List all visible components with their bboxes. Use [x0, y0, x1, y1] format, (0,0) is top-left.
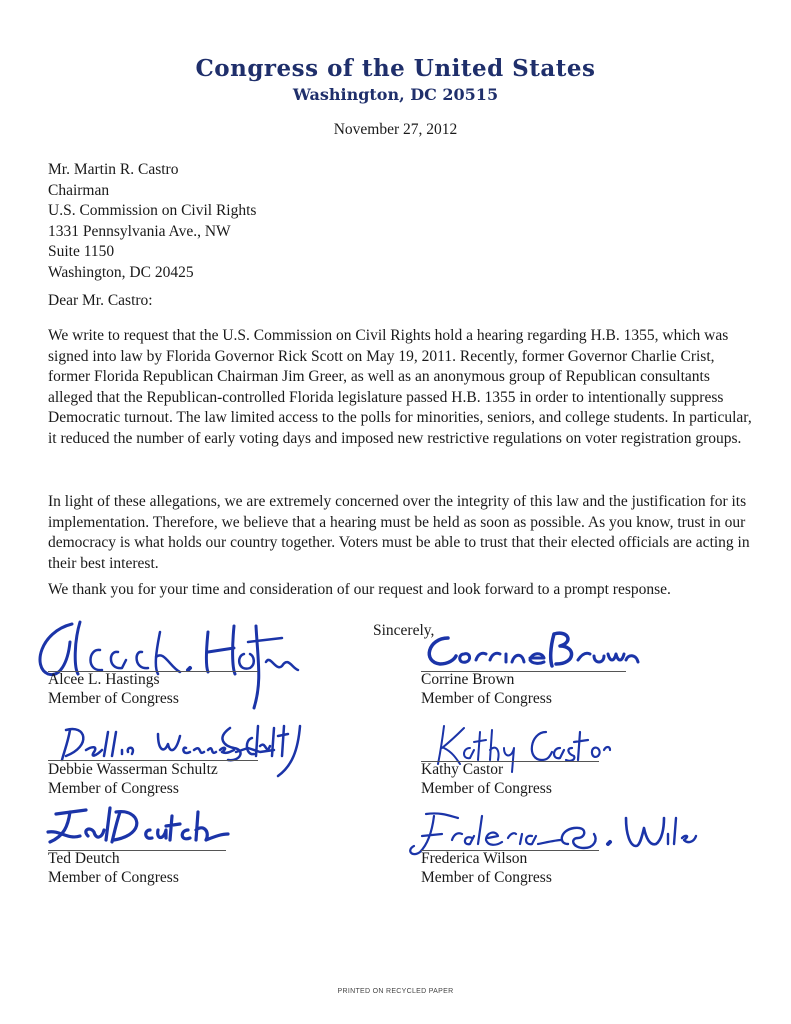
- recipient-suite: Suite 1150: [48, 243, 115, 260]
- body-paragraph: We write to request that the U.S. Commission on Civil Rights hold a hearing regarding H.B. 1355, which was signed into law by Florida Governor Rick Scott on May 19, 2011. Recently, former Governor Charlie Crist, former Florida Republican Chairman Jim Greer, as well as an anonymous group of Republican consultants alleged that the Republican-controlled Florida legislature passed H.B. 1355 in order to intentionally suppress Democratic turnout. The law limited access to the polls for minorities, seniors, and college students. In particular, it reduced the number of early voting days and imposed new restrictive regulations on voter registration groups.: [48, 327, 752, 447]
- signatory-name: Kathy Castor: [421, 761, 504, 778]
- salutation: Dear Mr. Castro:: [48, 292, 153, 309]
- recipient-street: 1331 Pennsylvania Ave., NW: [48, 222, 231, 240]
- signatory-role: Member of Congress: [421, 780, 552, 797]
- recipient-city: Washington, DC 20425: [48, 263, 194, 281]
- signatory-role: Member of Congress: [48, 869, 179, 886]
- signatory-name: Alcee L. Hastings: [48, 671, 160, 688]
- recipient-organization: U.S. Commission on Civil Rights: [48, 202, 257, 219]
- signatory-name: Frederica Wilson: [421, 850, 528, 867]
- recipient-address: [48, 160, 256, 283]
- recipient-title: Chairman: [48, 181, 110, 199]
- signatory-role: Member of Congress: [421, 690, 552, 707]
- recycled-paper-footer: PRINTED ON RECYCLED PAPER: [337, 988, 454, 995]
- signatory-name: Debbie Wasserman Schultz: [48, 761, 218, 778]
- signatory-name: Ted Deutch: [48, 850, 120, 867]
- signature-brown: [418, 624, 638, 674]
- signatory-role: Member of Congress: [421, 869, 552, 886]
- letter-date: November 27, 2012: [333, 121, 458, 138]
- body-paragraph: In light of these allegations, we are extremely concerned over the integrity of this law and the justification for its implementation. Therefore, we believe that a hearing must be held as soon as possible. As you know, trust in our democracy is what holds our country together. Voters must be able to trust that their elected officials are acting in their best interest.: [48, 493, 750, 572]
- letterhead-location: Washington, DC 20515: [292, 85, 499, 104]
- signatory-role: Member of Congress: [48, 690, 179, 707]
- signatory-role: Member of Congress: [48, 780, 179, 797]
- body-paragraph: We thank you for your time and consideration of our request and look forward to a prompt response.: [48, 581, 671, 598]
- recipient-name: Mr. Martin R. Castro: [48, 161, 179, 178]
- closing: Sincerely,: [373, 622, 435, 639]
- signature-deutch: [40, 800, 230, 852]
- letterhead-title: Congress of the United States: [195, 55, 596, 82]
- signatory-name: Corrine Brown: [421, 671, 515, 688]
